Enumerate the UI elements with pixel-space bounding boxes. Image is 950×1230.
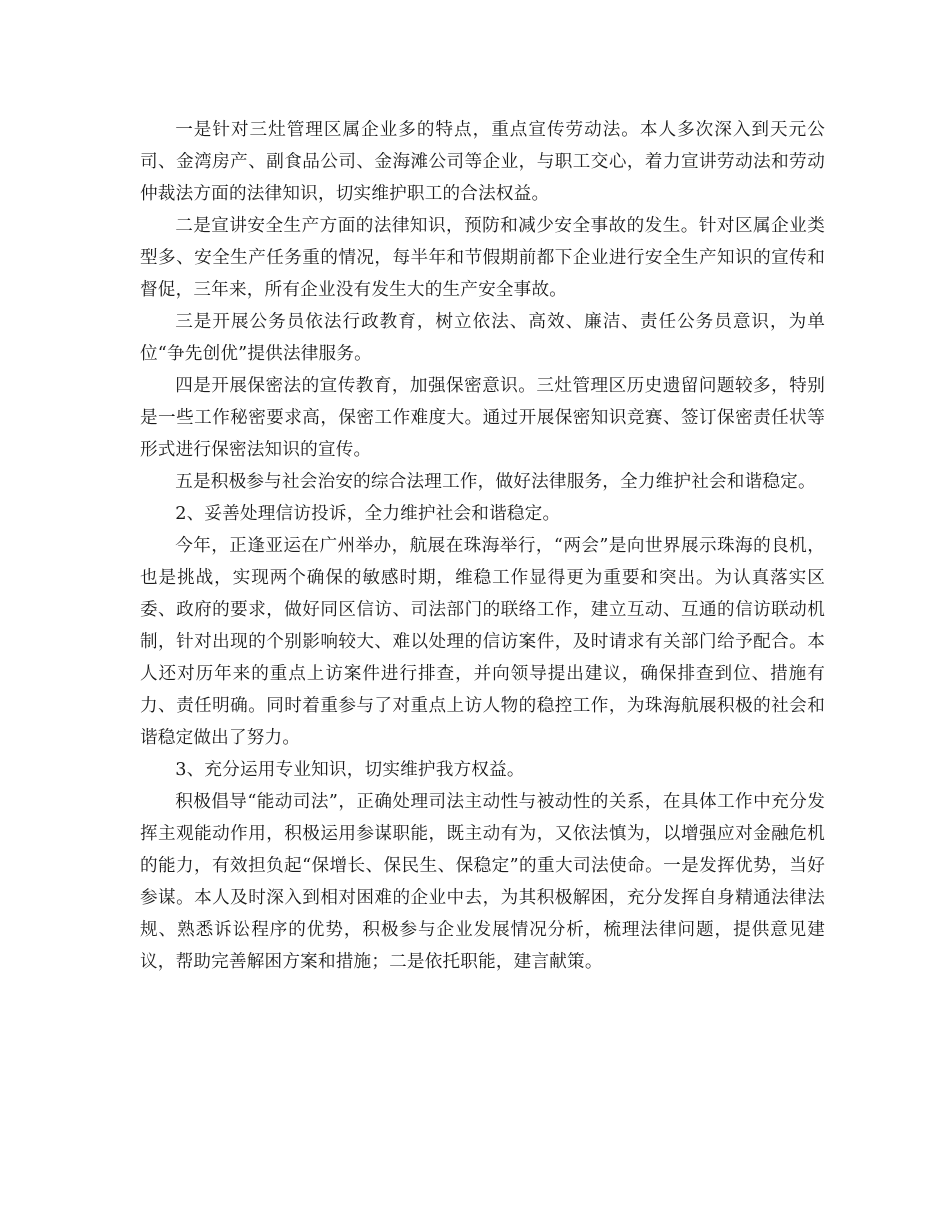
section-heading-petitions: 2、妥善处理信访投诉，全力维护社会和谐稳定。 — [175, 504, 561, 524]
document-body — [140, 114, 825, 978]
paragraph-public-security: 五是积极参与社会治安的综合法理工作，做好法律服务，全力维护社会和谐稳定。 — [175, 472, 816, 492]
paragraph-confidentiality-law: 四是开展保密法的宣传教育，加强保密意识。三灶管理区历史遗留问题较多，特别是一些工作秘密要求高，保密工作难度大。通过开展保密知识竞赛、签订保密责任状等形式进行保密法知识的宣传。 — [140, 376, 825, 460]
paragraph-petitions: 今年，正逢亚运在广州举办，航展在珠海举行，“两会”是向世界展示珠海的良机，也是挑战，实现两个确保的敏感时期，维稳工作显得更为重要和突出。为认真落实区委、政府的要求，做好同区信访、司法部门的联络工作，建立互动、互通的信访联动机制，针对出现的个别影响较大、难以处理的信访案件，及时请求有关部门给予配合。本人还对历年来的重点上访案件进行排查，并向领导提出建议，确保排查到位、措施有力、责任明确。同时着重参与了对重点上访人物的稳控工作，为珠海航展积极的社会和谐稳定做出了努力。 — [140, 536, 825, 748]
paragraph-labor-law: 一是针对三灶管理区属企业多的特点，重点宣传劳动法。本人多次深入到天元公司、金湾房产、副食品公司、金海滩公司等企业，与职工交心，着力宣讲劳动法和劳动仲裁法方面的法律知识，切实维护职工的合法权益。 — [140, 120, 825, 204]
paragraph-safety-production: 二是宣讲安全生产方面的法律知识，预防和减少安全事故的发生。针对区属企业类型多、安全生产任务重的情况，每半年和节假期前都下企业进行安全生产知识的宣传和督促，三年来，所有企业没有发生大的生产安全事故。 — [140, 216, 825, 300]
paragraph-civil-servant-education: 三是开展公务员依法行政教育，树立依法、高效、廉洁、责任公务员意识，为单位“争先创优”提供法律服务。 — [140, 312, 825, 364]
section-heading-professional-knowledge: 3、充分运用专业知识，切实维护我方权益。 — [175, 760, 525, 780]
paragraph-active-justice: 积极倡导“能动司法”，正确处理司法主动性与被动性的关系，在具体工作中充分发挥主观能动作用，积极运用参谋职能，既主动有为，又依法慎为，以增强应对金融危机的能力，有效担负起“保增长、保民生、保稳定”的重大司法使命。一是发挥优势，当好参谋。本人及时深入到相对困难的企业中去，为其积极解困，充分发挥自身精通法律法规、熟悉诉讼程序的优势，积极参与企业发展情况分析，梳理法律问题，提供意见建议，帮助完善解困方案和措施；二是依托职能，建言献策。 — [140, 792, 825, 972]
